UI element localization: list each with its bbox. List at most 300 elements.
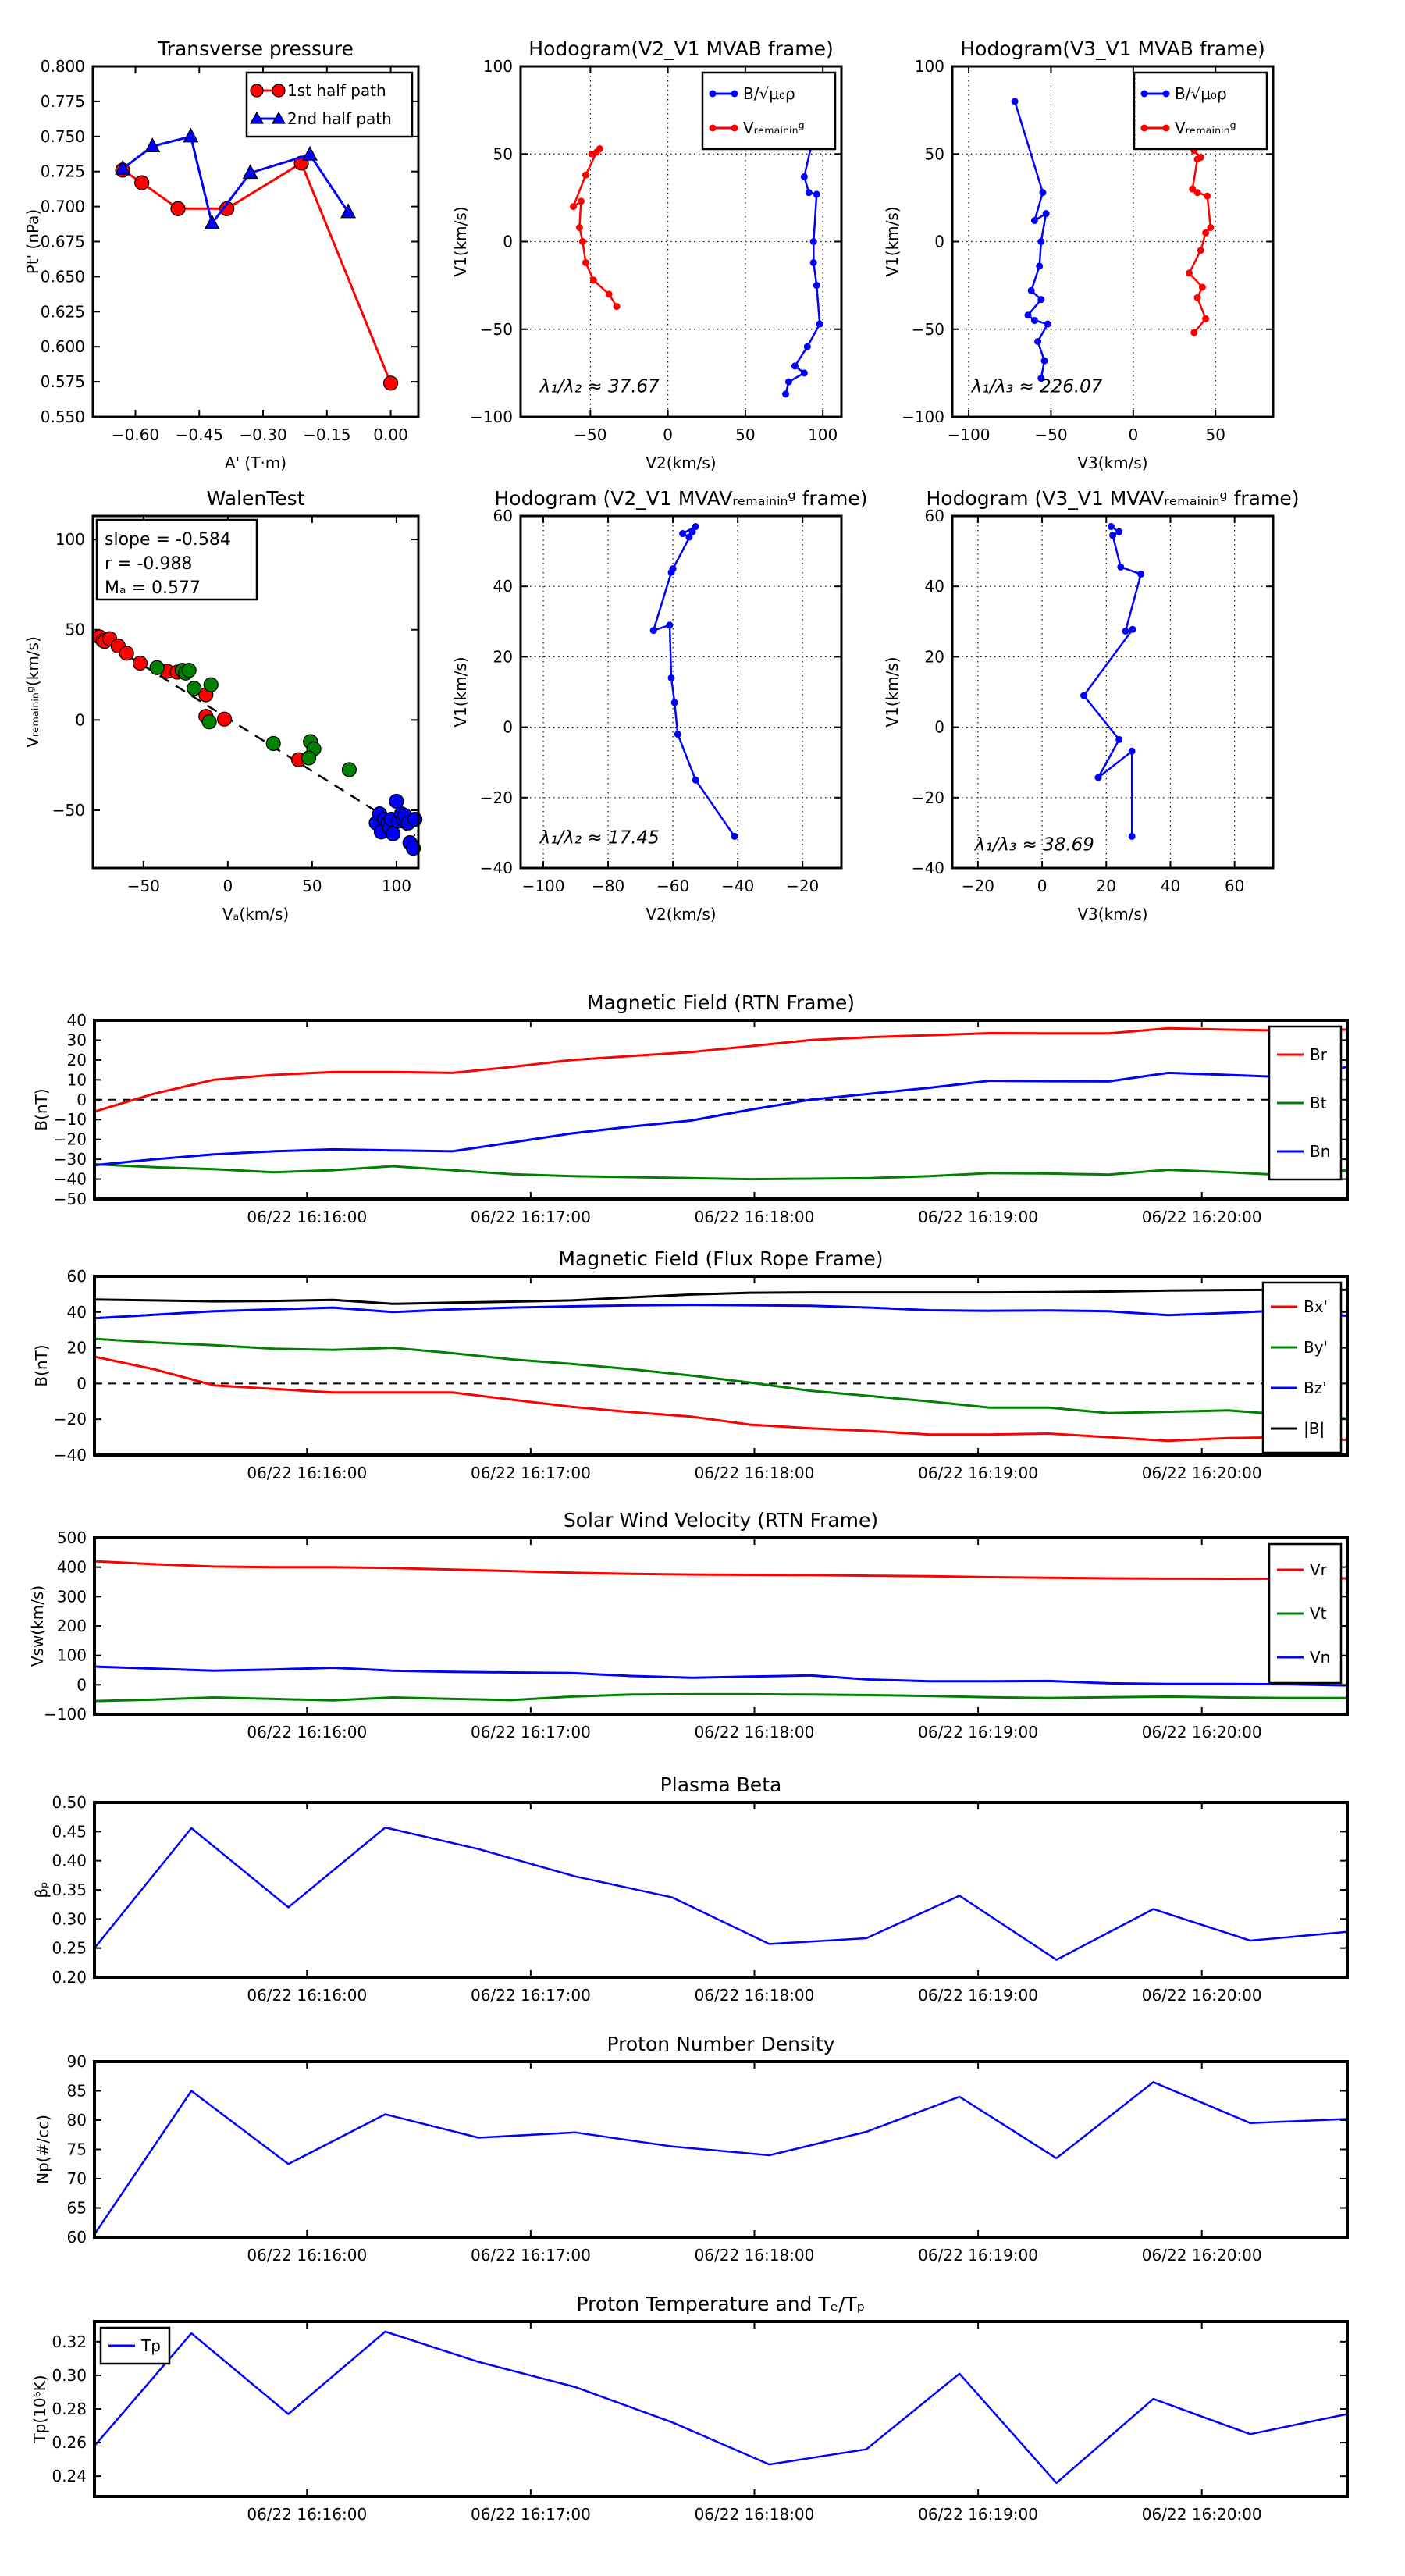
marker-V-remaining xyxy=(590,276,597,283)
marker-hodogram-line xyxy=(1109,532,1116,539)
y-tick-label: 0.20 xyxy=(52,1968,87,1987)
chart-title: WalenTest xyxy=(206,487,305,510)
y-tick-label: 0.28 xyxy=(52,2400,87,2418)
x-tick-label: 40 xyxy=(1160,877,1181,895)
marker-scatter-blue xyxy=(408,813,422,827)
marker-scatter-green xyxy=(187,681,201,696)
y-tick-label: 0.625 xyxy=(40,302,85,322)
y-tick-label: −50 xyxy=(52,800,85,820)
y-axis-label: V1(km/s) xyxy=(883,656,902,728)
marker-scatter-green xyxy=(204,678,218,692)
y-tick-label: 0.50 xyxy=(52,1793,87,1812)
x-tick-label: 06/22 16:20:00 xyxy=(1141,2505,1262,2524)
x-tick-label: 06/22 16:18:00 xyxy=(694,2505,815,2524)
x-tick-label: 06/22 16:19:00 xyxy=(918,1986,1039,2005)
x-tick-label: 06/22 16:16:00 xyxy=(247,1723,368,1742)
legend-marker xyxy=(731,125,738,132)
x-tick-label: −80 xyxy=(591,877,625,895)
y-tick-label: 100 xyxy=(56,1646,87,1665)
y-axis-label: B(nT) xyxy=(32,1344,51,1387)
marker-B-over-sqrt-mu0rho xyxy=(791,362,799,369)
stats-line: slope = -0.584 xyxy=(105,530,231,550)
legend-label: Bx' xyxy=(1304,1297,1329,1316)
y-tick-label: 0.750 xyxy=(40,126,85,146)
y-tick-label: −40 xyxy=(53,1446,87,1464)
y-tick-label: 90 xyxy=(66,2052,87,2071)
legend-box xyxy=(1263,1283,1341,1453)
y-tick-label: 40 xyxy=(924,577,944,596)
x-tick-label: 0.00 xyxy=(373,425,408,444)
y-tick-label: 50 xyxy=(65,620,85,639)
marker-V-remaining xyxy=(1197,247,1204,254)
x-tick-label: −50 xyxy=(574,425,607,444)
marker-B-over-sqrt-mu0rho xyxy=(1012,98,1019,105)
chart-proton-temperature xyxy=(30,2293,1347,2524)
x-tick-label: −20 xyxy=(961,877,994,895)
chart-hodogram-v3v1-mvab xyxy=(883,37,1273,472)
marker-B-over-sqrt-mu0rho xyxy=(1039,189,1046,196)
y-tick-label: 0.40 xyxy=(52,1851,87,1870)
plot-area xyxy=(952,516,1273,868)
marker-V-remaining xyxy=(1204,193,1211,200)
y-tick-label: 0 xyxy=(934,717,944,737)
y-tick-label: 0.725 xyxy=(40,162,85,181)
y-tick-label: 0.775 xyxy=(40,91,85,111)
x-axis-label: Vₐ(km/s) xyxy=(222,905,290,923)
y-axis-label: Vsw(km/s) xyxy=(28,1585,47,1667)
y-tick-label: −100 xyxy=(44,1705,87,1724)
x-axis-label: V2(km/s) xyxy=(646,905,717,923)
plot-area xyxy=(521,516,841,868)
x-tick-label: −100 xyxy=(521,877,565,895)
marker-V-remaining xyxy=(570,203,577,210)
plot-area xyxy=(94,1538,1347,1714)
chart-title: Solar Wind Velocity (RTN Frame) xyxy=(563,1509,879,1532)
x-tick-label: 0 xyxy=(663,425,673,444)
marker-hodogram-line xyxy=(668,674,675,681)
chart-transverse-pressure xyxy=(23,37,418,472)
legend-marker xyxy=(1163,125,1170,132)
y-tick-label: 70 xyxy=(66,2169,87,2188)
legend-label: Tp xyxy=(141,2336,161,2355)
marker-hodogram-line xyxy=(1129,626,1136,633)
marker-B-over-sqrt-mu0rho xyxy=(1034,338,1041,345)
y-tick-label: 20 xyxy=(924,647,944,667)
annotation: λ₁/λ₃ ≈ 38.69 xyxy=(974,834,1094,856)
marker-V-remaining xyxy=(1194,155,1201,162)
marker-scatter-blue xyxy=(389,794,404,808)
legend-label: 2nd half path xyxy=(287,109,392,128)
marker-V-remaining xyxy=(1194,294,1201,301)
x-tick-label: 06/22 16:19:00 xyxy=(918,1723,1039,1742)
marker-scatter-red xyxy=(133,656,147,670)
chart-title: Proton Temperature and Tₑ/Tₚ xyxy=(576,2293,866,2315)
legend-label: Bz' xyxy=(1304,1379,1327,1397)
chart-title: Proton Number Density xyxy=(606,2033,835,2055)
x-tick-label: 06/22 16:19:00 xyxy=(918,2505,1039,2524)
y-axis-label: βₚ xyxy=(32,1881,51,1898)
marker-hodogram-line xyxy=(666,621,673,628)
stats-line: r = -0.988 xyxy=(105,554,193,574)
y-tick-label: −50 xyxy=(479,319,513,339)
y-tick-label: 0.32 xyxy=(52,2332,87,2351)
y-tick-label: 0 xyxy=(76,1374,87,1393)
y-tick-label: 0.26 xyxy=(52,2433,87,2453)
x-tick-label: −0.60 xyxy=(111,425,160,444)
marker-V-remaining xyxy=(606,290,613,297)
chart-title: Magnetic Field (Flux Rope Frame) xyxy=(558,1247,884,1270)
x-tick-label: −60 xyxy=(656,877,690,895)
y-tick-label: 0 xyxy=(503,232,513,251)
x-tick-label: 06/22 16:16:00 xyxy=(247,1208,368,1226)
marker-B-over-sqrt-mu0rho xyxy=(806,189,813,196)
marker-V-remaining xyxy=(582,259,589,266)
x-tick-label: 06/22 16:17:00 xyxy=(470,1986,591,2005)
y-axis-label: Tp(10⁶K) xyxy=(30,2375,49,2443)
x-tick-label: −20 xyxy=(786,877,820,895)
marker-scatter-red xyxy=(218,712,232,726)
x-tick-label: 06/22 16:16:00 xyxy=(247,2505,368,2524)
x-tick-label: −0.45 xyxy=(175,425,223,444)
x-tick-label: 20 xyxy=(1096,877,1117,895)
chart-plasma-beta xyxy=(32,1774,1347,2005)
x-tick-label: 06/22 16:16:00 xyxy=(247,1986,368,2005)
marker-hodogram-line xyxy=(1095,774,1102,781)
y-tick-label: 60 xyxy=(493,507,513,525)
x-tick-label: 06/22 16:17:00 xyxy=(470,2246,591,2265)
marker-hodogram-line xyxy=(689,528,696,535)
y-tick-label: 0.575 xyxy=(40,372,85,392)
y-tick-label: 60 xyxy=(924,507,944,525)
marker-hodogram-line xyxy=(1129,833,1136,840)
legend-marker xyxy=(272,84,285,97)
y-tick-label: −40 xyxy=(53,1169,87,1189)
y-axis-label: V1(km/s) xyxy=(883,206,902,277)
marker-V-remaining xyxy=(614,303,621,310)
x-tick-label: 06/22 16:18:00 xyxy=(694,1723,815,1742)
marker-1st-half-path xyxy=(135,176,149,190)
legend-label: Vᵣₑₘₐᵢₙᵢₙᵍ xyxy=(1175,119,1236,137)
chart-hodogram-v2v1-mvav xyxy=(451,487,868,923)
y-tick-label: 100 xyxy=(914,57,944,76)
y-tick-label: 60 xyxy=(66,1267,87,1286)
y-tick-label: 0.650 xyxy=(40,267,85,286)
y-axis-label: V1(km/s) xyxy=(451,206,470,277)
y-tick-label: −10 xyxy=(53,1110,87,1130)
y-tick-label: −20 xyxy=(53,1410,87,1429)
y-axis-label: B(nT) xyxy=(32,1088,51,1131)
y-tick-label: 50 xyxy=(493,144,513,164)
marker-hodogram-line xyxy=(1122,628,1129,635)
x-tick-label: 06/22 16:20:00 xyxy=(1141,2246,1262,2265)
y-tick-label: 0 xyxy=(76,1090,87,1109)
y-axis-label: Np(#/cc) xyxy=(34,2115,52,2184)
y-tick-label: −40 xyxy=(479,859,513,877)
y-tick-label: −30 xyxy=(53,1150,87,1169)
annotation: λ₁/λ₃ ≈ 226.07 xyxy=(971,376,1103,397)
chart-hodogram-v2v1-mvab xyxy=(451,37,841,472)
y-tick-label: 75 xyxy=(66,2140,87,2159)
marker-B-over-sqrt-mu0rho xyxy=(813,282,820,289)
y-tick-label: 0.600 xyxy=(40,337,85,357)
y-tick-label: 0.25 xyxy=(52,1938,87,1958)
y-tick-label: 10 xyxy=(66,1070,87,1090)
x-tick-label: 06/22 16:17:00 xyxy=(470,1464,591,1482)
marker-B-over-sqrt-mu0rho xyxy=(785,379,792,386)
x-tick-label: 06/22 16:20:00 xyxy=(1141,1986,1262,2005)
y-tick-label: 500 xyxy=(56,1528,87,1547)
y-tick-label: 65 xyxy=(66,2198,87,2218)
legend-marker xyxy=(1163,91,1170,98)
x-tick-label: 0 xyxy=(1037,877,1048,895)
marker-scatter-green xyxy=(266,736,280,750)
y-tick-label: 400 xyxy=(56,1557,87,1577)
x-tick-label: 0 xyxy=(1128,425,1139,444)
stats-line: Mₐ = 0.577 xyxy=(105,578,201,598)
marker-B-over-sqrt-mu0rho xyxy=(801,369,808,376)
y-tick-label: 100 xyxy=(55,530,85,550)
y-tick-label: 40 xyxy=(66,1011,87,1030)
y-tick-label: 20 xyxy=(66,1050,87,1069)
marker-B-over-sqrt-mu0rho xyxy=(782,390,789,397)
x-tick-label: 06/22 16:19:00 xyxy=(918,1208,1039,1226)
marker-1st-half-path xyxy=(171,201,185,215)
marker-V-remaining xyxy=(578,197,585,205)
chart-title: Plasma Beta xyxy=(660,1774,782,1796)
y-tick-label: 0 xyxy=(934,232,944,251)
chart-magnetic-field-rtn xyxy=(32,991,1347,1226)
marker-hodogram-line xyxy=(1080,692,1087,699)
y-tick-label: 40 xyxy=(66,1302,87,1322)
legend-label: Vᵣₑₘₐᵢₙᵢₙᵍ xyxy=(743,119,805,137)
y-tick-label: 0 xyxy=(503,717,513,737)
marker-scatter-green xyxy=(302,751,316,765)
y-tick-label: 300 xyxy=(56,1587,87,1606)
marker-B-over-sqrt-mu0rho xyxy=(1031,217,1038,224)
legend-label: Vr xyxy=(1310,1560,1327,1579)
y-tick-label: 50 xyxy=(924,144,944,164)
x-tick-label: 06/22 16:18:00 xyxy=(694,2246,815,2265)
y-tick-label: 100 xyxy=(482,57,513,76)
y-tick-label: 0 xyxy=(75,710,85,730)
y-tick-label: 20 xyxy=(66,1338,87,1357)
chart-title: Hodogram (V3_V1 MVAVᵣₑₘₐᵢₙᵢₙᵍ frame) xyxy=(926,487,1300,510)
y-axis-label: V1(km/s) xyxy=(451,656,470,728)
y-tick-label: 0.675 xyxy=(40,232,85,251)
y-axis-label: Vᵣₑₘₐᵢₙᵢₙᵍ(km/s) xyxy=(23,636,42,748)
y-tick-label: 0.30 xyxy=(52,2365,87,2385)
y-tick-label: −40 xyxy=(911,859,944,877)
marker-V-remaining xyxy=(593,149,600,156)
x-tick-label: 06/22 16:19:00 xyxy=(918,1464,1039,1482)
marker-1st-half-path xyxy=(384,376,398,390)
x-axis-label: A' (T·m) xyxy=(224,454,287,472)
marker-B-over-sqrt-mu0rho xyxy=(801,173,808,180)
chart-walen-test xyxy=(23,487,422,923)
marker-B-over-sqrt-mu0rho xyxy=(1024,311,1031,318)
x-tick-label: 50 xyxy=(735,425,756,444)
marker-scatter-red xyxy=(119,646,133,660)
x-tick-label: 06/22 16:18:00 xyxy=(694,1208,815,1226)
x-tick-label: 50 xyxy=(302,877,322,895)
y-axis-label: Pt' (nPa) xyxy=(23,208,42,275)
chart-proton-number-density xyxy=(34,2033,1347,2265)
x-tick-label: 60 xyxy=(1224,877,1245,895)
marker-hodogram-line xyxy=(1137,571,1144,578)
marker-V-remaining xyxy=(576,224,583,231)
marker-scatter-green xyxy=(342,763,356,777)
marker-V-remaining xyxy=(1190,329,1197,336)
y-tick-label: −50 xyxy=(53,1190,87,1208)
marker-V-remaining xyxy=(579,238,586,245)
marker-hodogram-line xyxy=(692,777,699,784)
plot-area xyxy=(94,1802,1347,1977)
marker-V-remaining xyxy=(1186,269,1193,276)
legend-label: B/√μ₀ρ xyxy=(1175,84,1227,103)
chart-magnetic-field-flux-rope xyxy=(32,1247,1347,1482)
legend-label: Br xyxy=(1310,1045,1327,1064)
legend-label: By' xyxy=(1304,1338,1329,1357)
x-tick-label: 06/22 16:17:00 xyxy=(470,1723,591,1742)
marker-V-remaining xyxy=(582,172,589,179)
y-tick-label: 20 xyxy=(493,647,513,667)
x-tick-label: −0.15 xyxy=(303,425,351,444)
y-tick-label: 0.700 xyxy=(40,197,85,216)
marker-scatter-green xyxy=(150,660,164,674)
plot-area xyxy=(94,2062,1347,2237)
marker-B-over-sqrt-mu0rho xyxy=(1043,210,1050,217)
y-tick-label: −20 xyxy=(53,1130,87,1149)
legend-label: |B| xyxy=(1304,1419,1325,1438)
x-axis-label: V3(km/s) xyxy=(1077,905,1148,923)
marker-hodogram-line xyxy=(671,699,678,706)
x-tick-label: 06/22 16:16:00 xyxy=(247,1464,368,1482)
marker-hodogram-line xyxy=(668,569,675,576)
marker-B-over-sqrt-mu0rho xyxy=(1037,296,1044,303)
annotation: λ₁/λ₂ ≈ 17.45 xyxy=(539,827,660,849)
plot-area xyxy=(94,1276,1347,1455)
marker-B-over-sqrt-mu0rho xyxy=(810,259,817,266)
y-tick-label: 200 xyxy=(56,1617,87,1635)
chart-title: Hodogram (V2_V1 MVAVᵣₑₘₐᵢₙᵢₙᵍ frame) xyxy=(494,487,868,510)
marker-V-remaining xyxy=(1207,224,1214,231)
y-tick-label: −20 xyxy=(911,788,944,807)
marker-B-over-sqrt-mu0rho xyxy=(804,343,811,350)
x-tick-label: 06/22 16:20:00 xyxy=(1141,1464,1262,1482)
marker-B-over-sqrt-mu0rho xyxy=(1036,262,1043,269)
x-tick-label: 06/22 16:17:00 xyxy=(470,1208,591,1226)
chart-hodogram-v3v1-mvav xyxy=(883,487,1300,923)
marker-hodogram-line xyxy=(674,731,681,738)
x-tick-label: 06/22 16:18:00 xyxy=(694,1986,815,2005)
marker-hodogram-line xyxy=(1115,528,1122,535)
marker-B-over-sqrt-mu0rho xyxy=(810,238,817,245)
marker-hodogram-line xyxy=(1108,523,1115,530)
x-tick-label: −50 xyxy=(126,877,160,895)
legend-marker xyxy=(1141,125,1148,132)
legend-marker xyxy=(731,91,738,98)
x-tick-label: −50 xyxy=(1034,425,1068,444)
legend-label: B/√μ₀ρ xyxy=(743,84,795,103)
x-tick-label: 06/22 16:17:00 xyxy=(470,2505,591,2524)
legend-label: 1st half path xyxy=(287,81,386,100)
marker-B-over-sqrt-mu0rho xyxy=(813,190,820,197)
y-tick-label: 0.35 xyxy=(52,1880,87,1899)
marker-scatter-blue xyxy=(386,827,400,841)
marker-hodogram-line xyxy=(679,530,686,537)
marker-V-remaining xyxy=(1202,229,1209,237)
marker-B-over-sqrt-mu0rho xyxy=(1041,358,1048,365)
chart-title: Transverse pressure xyxy=(158,37,354,60)
x-tick-label: 06/22 16:20:00 xyxy=(1141,1208,1262,1226)
legend-marker xyxy=(710,91,717,98)
legend-label: Vt xyxy=(1310,1604,1327,1623)
chart-title: Magnetic Field (RTN Frame) xyxy=(587,991,855,1014)
y-tick-label: 0.550 xyxy=(40,407,85,426)
y-tick-label: 0.24 xyxy=(52,2467,87,2486)
y-tick-label: 60 xyxy=(66,2228,87,2247)
y-tick-label: 0.30 xyxy=(52,1909,87,1929)
marker-hodogram-line xyxy=(1115,736,1122,743)
marker-hodogram-line xyxy=(1129,748,1136,755)
annotation: λ₁/λ₂ ≈ 37.67 xyxy=(539,376,660,397)
legend-label: Bt xyxy=(1310,1094,1327,1112)
legend-label: Vn xyxy=(1310,1648,1331,1667)
x-tick-label: 100 xyxy=(808,425,838,444)
chart-solar-wind-velocity-rtn xyxy=(28,1509,1347,1742)
y-tick-label: 85 xyxy=(66,2081,87,2101)
y-tick-label: −100 xyxy=(902,407,944,426)
x-tick-label: 06/22 16:18:00 xyxy=(694,1464,815,1482)
marker-V-remaining xyxy=(1194,189,1201,196)
marker-B-over-sqrt-mu0rho xyxy=(1028,287,1035,294)
marker-scatter-green xyxy=(182,664,196,678)
marker-V-remaining xyxy=(1199,283,1206,290)
marker-B-over-sqrt-mu0rho xyxy=(1044,321,1051,328)
y-tick-label: 0.45 xyxy=(52,1822,87,1841)
marker-hodogram-line xyxy=(1117,564,1124,571)
legend-marker xyxy=(710,125,717,132)
x-tick-label: 50 xyxy=(1205,425,1225,444)
chart-title: Hodogram(V2_V1 MVAB frame) xyxy=(528,37,834,60)
x-tick-label: 100 xyxy=(381,877,412,895)
y-tick-label: 0 xyxy=(76,1675,87,1695)
x-axis-label: V2(km/s) xyxy=(646,454,717,472)
y-tick-label: −50 xyxy=(911,319,944,339)
y-tick-label: 40 xyxy=(493,577,513,596)
legend-label: Bn xyxy=(1310,1142,1331,1161)
chart-title: Hodogram(V3_V1 MVAB frame) xyxy=(960,37,1265,60)
x-tick-label: 06/22 16:16:00 xyxy=(247,2246,368,2265)
y-tick-label: −20 xyxy=(479,788,513,807)
marker-scatter-green xyxy=(202,715,216,729)
y-tick-label: 0.800 xyxy=(40,57,85,76)
x-tick-label: 06/22 16:19:00 xyxy=(918,2246,1039,2265)
marker-V-remaining xyxy=(1202,315,1209,322)
y-tick-label: 80 xyxy=(66,2111,87,2129)
y-tick-label: −100 xyxy=(470,407,513,426)
legend-marker xyxy=(251,84,263,97)
marker-B-over-sqrt-mu0rho xyxy=(816,321,823,328)
marker-hodogram-line xyxy=(650,627,657,634)
x-tick-label: −100 xyxy=(947,425,991,444)
x-axis-label: V3(km/s) xyxy=(1077,454,1148,472)
marker-B-over-sqrt-mu0rho xyxy=(1037,238,1044,245)
legend-marker xyxy=(1141,91,1148,98)
x-tick-label: 0 xyxy=(222,877,233,895)
x-tick-label: −40 xyxy=(721,877,755,895)
y-tick-label: 30 xyxy=(66,1030,87,1050)
